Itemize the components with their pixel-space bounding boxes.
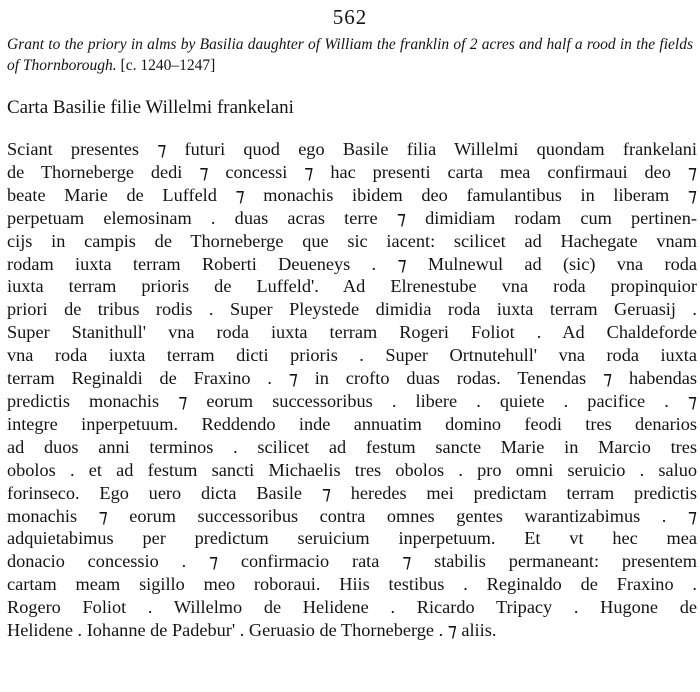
- charter-body: [7, 138, 697, 642]
- charter-line: obolos . et ad festum sancti Michaelis tres obolos . pro omni seruicio . saluo: [7, 459, 697, 480]
- charter-line: forinseco. Ego uero dicta Basile ⁊ heredes mei predictam terram predictis: [7, 482, 697, 503]
- charter-line: Sciant presentes ⁊ futuri quod ego Basile filia Willelmi quondam frankelani: [7, 139, 697, 159]
- charter-line: monachis ⁊ eorum successoribus contra omnes gentes warantizabimus . ⁊: [7, 505, 697, 526]
- rubric-date: [c. 1240–1247]: [120, 57, 216, 74]
- charter-line: predictis monachis ⁊ eorum successoribus . libere . quiete . pacifice . ⁊: [7, 390, 697, 411]
- charter-title: Carta Basilie filie Willelmi frankelani: [7, 97, 294, 118]
- rubric-text: Grant to the priory in alms by Basilia daughter of William the franklin of 2 acres and half a rood in the fields of Thornborough.: [7, 36, 693, 74]
- charter-line: Helidene . Iohanne de Padebur' . Geruasio de Thorneberge . ⁊ aliis.: [7, 620, 497, 641]
- charter-line: adquietabimus per predictum seruicium inperpetuum. Et vt hec mea: [7, 528, 697, 549]
- charter-rubric: [7, 34, 693, 76]
- charter-line: Rogero Foliot . Willelmo de Helidene . Ricardo Tripacy . Hugone de: [7, 597, 697, 618]
- charter-line: cijs in campis de Thorneberge que sic iacent: scilicet ad Hachegate vnam: [7, 230, 697, 251]
- charter-line: ad duos anni terminos . scilicet ad festum sancte Marie in Marcio tres: [7, 436, 697, 457]
- page-number: 562: [332, 5, 368, 29]
- charter-line: perpetuam elemosinam . duas acras terre ⁊ dimidiam rodam cum pertinen-: [7, 207, 697, 228]
- charter-line: Super Stanithull' vna roda iuxta terram Rogeri Foliot . Ad Chaldeforde: [7, 322, 697, 343]
- charter-line: donacio concessio . ⁊ confirmacio rata ⁊ stabilis permaneant: presentem: [7, 551, 697, 572]
- charter-line: beate Marie de Luffeld ⁊ monachis ibidem deo famulantibus in liberam ⁊: [7, 184, 697, 205]
- charter-line: cartam meam sigillo meo roboraui. Hiis testibus . Reginaldo de Fraxino .: [7, 574, 697, 595]
- charter-line: terram Reginaldi de Fraxino . ⁊ in crofto duas rodas. Tenendas ⁊ habendas: [7, 368, 697, 389]
- charter-line: vna roda iuxta terram dicti prioris . Super Ortnutehull' vna roda iuxta: [7, 345, 697, 366]
- charter-line: de Thorneberge dedi ⁊ concessi ⁊ hac presenti carta mea confirmaui deo ⁊: [7, 161, 697, 182]
- charter-line: priori de tribus rodis . Super Pleystede dimidia roda iuxta terram Geruasij .: [7, 299, 697, 320]
- charter-line: integre inperpetuum. Reddendo inde annuatim domino feodi tres denarios: [7, 413, 697, 434]
- charter-line: iuxta terram prioris de Luffeld'. Ad Elrenestube vna roda propinquior: [7, 276, 697, 297]
- charter-line: rodam iuxta terram Roberti Deueneys . ⁊ Mulnewul ad (sic) vna roda: [7, 253, 697, 274]
